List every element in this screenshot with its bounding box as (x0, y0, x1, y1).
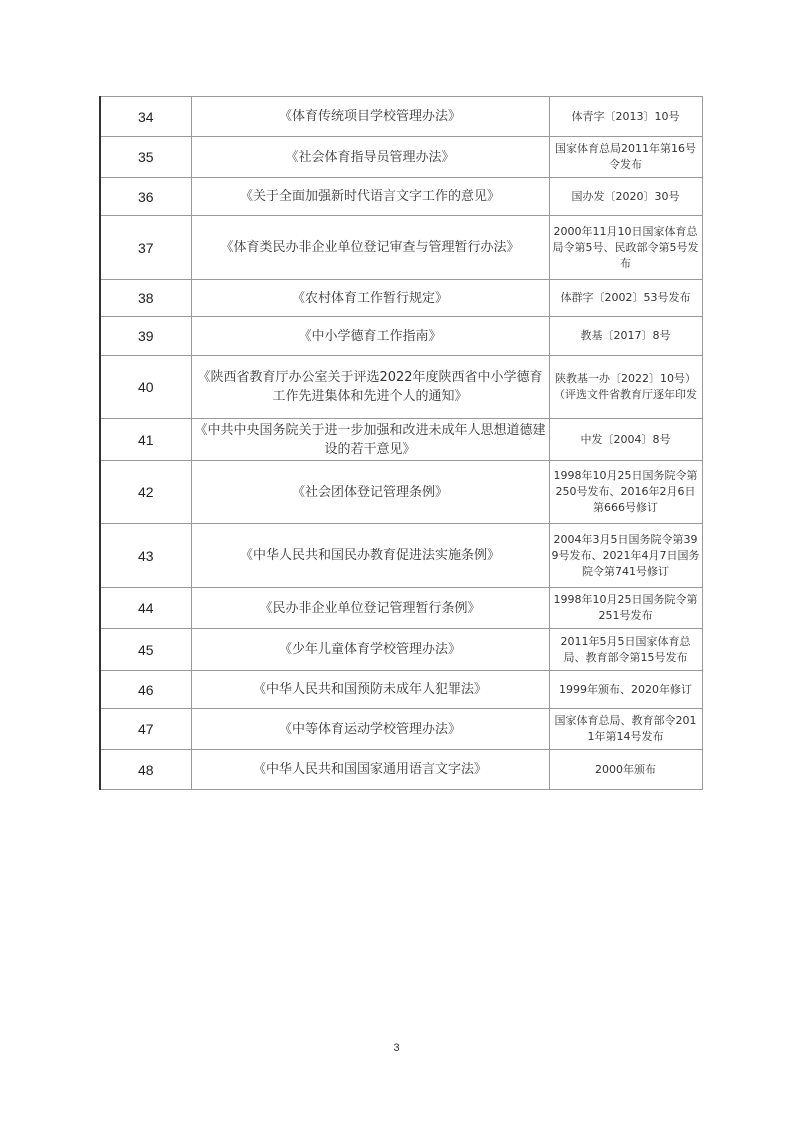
row-number: 38 (100, 280, 191, 317)
document-number: 教基〔2017〕8号 (549, 317, 702, 356)
regulation-title: 《陕西省教育厅办公室关于评选2022年度陕西省中小学德育工作先进集体和先进个人的通知》 (191, 356, 549, 419)
document-number: 1999年颁布、2020年修订 (549, 671, 702, 709)
row-number: 40 (100, 356, 191, 419)
table-row (100, 356, 702, 419)
regulation-title: 《民办非企业单位登记管理暂行条例》 (191, 588, 549, 629)
table-row (100, 137, 702, 178)
document-number: 2000年11月10日国家体育总局令第5号、民政部令第5号发布 (549, 216, 702, 280)
row-number: 36 (100, 178, 191, 216)
regulations-table-body (100, 97, 702, 790)
table-row (100, 750, 702, 790)
table-row (100, 709, 702, 750)
table-row (100, 588, 702, 629)
document-number: 体青字〔2013〕10号 (549, 97, 702, 137)
row-number: 46 (100, 671, 191, 709)
row-number: 41 (100, 419, 191, 461)
document-number: 1998年10月25日国务院令第251号发布 (549, 588, 702, 629)
regulation-title: 《中小学德育工作指南》 (191, 317, 549, 356)
table-row (100, 671, 702, 709)
document-number: 2011年5月5日国家体育总局、教育部令第15号发布 (549, 629, 702, 671)
table-row (100, 317, 702, 356)
document-number: 国家体育总局、教育部令2011年第14号发布 (549, 709, 702, 750)
row-number: 44 (100, 588, 191, 629)
regulation-title: 《中等体育运动学校管理办法》 (191, 709, 549, 750)
row-number: 37 (100, 216, 191, 280)
row-number: 34 (100, 97, 191, 137)
document-number: 1998年10月25日国务院令第250号发布、2016年2月6日第666号修订 (549, 461, 702, 524)
row-number: 45 (100, 629, 191, 671)
row-number: 35 (100, 137, 191, 178)
table-row (100, 280, 702, 317)
page-number: 3 (393, 1042, 400, 1054)
document-number: 国办发〔2020〕30号 (549, 178, 702, 216)
regulation-title: 《中华人民共和国民办教育促进法实施条例》 (191, 524, 549, 588)
table-row (100, 419, 702, 461)
regulation-title: 《少年儿童体育学校管理办法》 (191, 629, 549, 671)
table-row (100, 178, 702, 216)
row-number: 43 (100, 524, 191, 588)
regulation-title: 《体育类民办非企业单位登记审查与管理暂行办法》 (191, 216, 549, 280)
table-row (100, 97, 702, 137)
regulation-title: 《社会团体登记管理条例》 (191, 461, 549, 524)
table-row (100, 461, 702, 524)
regulation-title: 《中华人民共和国预防未成年人犯罪法》 (191, 671, 549, 709)
regulation-title: 《体育传统项目学校管理办法》 (191, 97, 549, 137)
regulation-title: 《关于全面加强新时代语言文字工作的意见》 (191, 178, 549, 216)
regulations-table (99, 96, 703, 790)
table-row (100, 629, 702, 671)
row-number: 39 (100, 317, 191, 356)
row-number: 48 (100, 750, 191, 790)
row-number: 42 (100, 461, 191, 524)
regulation-title: 《中华人民共和国国家通用语言文字法》 (191, 750, 549, 790)
table-row (100, 216, 702, 280)
document-number: 国家体育总局2011年第16号令发布 (549, 137, 702, 178)
document-number: 2004年3月5日国务院令第399号发布、2021年4月7日国务院令第741号修订 (549, 524, 702, 588)
regulation-title: 《社会体育指导员管理办法》 (191, 137, 549, 178)
regulation-title: 《农村体育工作暂行规定》 (191, 280, 549, 317)
row-number: 47 (100, 709, 191, 750)
document-number: 中发〔2004〕8号 (549, 419, 702, 461)
document-number: 2000年颁布 (549, 750, 702, 790)
table-row (100, 524, 702, 588)
regulation-title: 《中共中央国务院关于进一步加强和改进未成年人思想道德建设的若干意见》 (191, 419, 549, 461)
document-number: 陕教基一办〔2022〕10号）（评选文件省教育厅逐年印发 (549, 356, 702, 419)
document-number: 体群字〔2002〕53号发布 (549, 280, 702, 317)
